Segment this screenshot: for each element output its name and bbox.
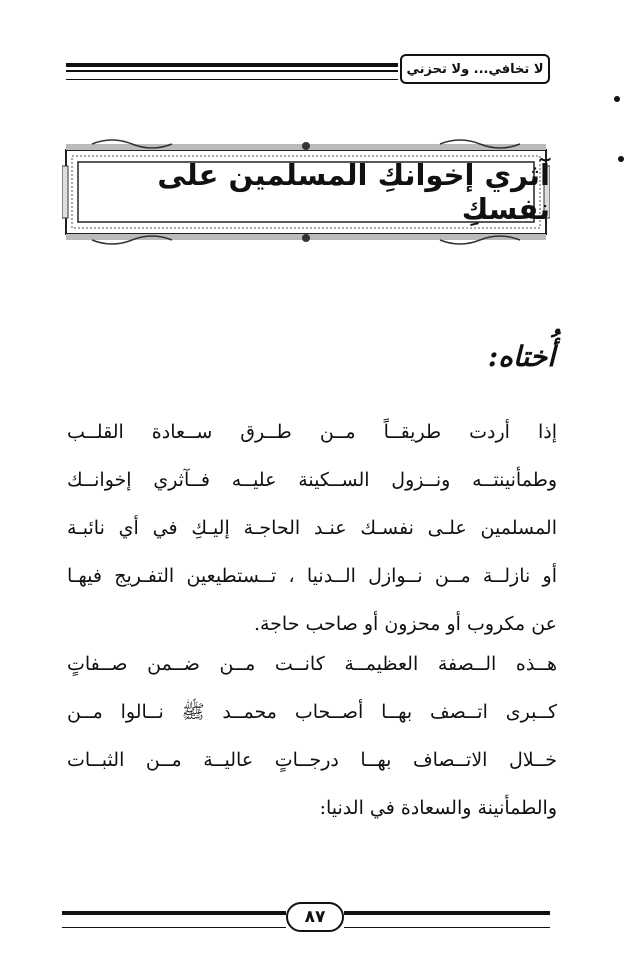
- text-line: هــذه الــصفة العظيمــة كانــت مــن ضــمن صــفاتٍ: [67, 653, 557, 675]
- text-line: والطمأنينة والسعادة في الدنيا:: [319, 797, 557, 819]
- footer-rule-left: [62, 911, 286, 928]
- salutation: أُختاه:: [487, 340, 555, 373]
- chapter-title: آثري إخوانكِ المسلمين على نفسكِ: [157, 158, 550, 226]
- text-line: خــلال الاتــصاف بهــا درجــاتٍ عاليــة مــن الثبــات: [67, 749, 557, 771]
- margin-mark: [618, 156, 624, 162]
- page-number: ٨٧: [286, 902, 344, 932]
- paragraph-1: [67, 408, 557, 648]
- text-line: كــبرى اتــصف بهــا أصــحاب محمــد ﷺ نــالوا مــن: [67, 701, 557, 723]
- text-line: وطمأنينتــه ونــزول الســكينة عليــه فــآثري إخوانــك: [67, 469, 557, 491]
- text-line: إذا أردت طريقــاً مــن طــرق ســعادة القلــب: [67, 421, 557, 443]
- header-rule: [66, 63, 398, 80]
- footer-rule-right: [344, 911, 550, 928]
- text-line: أو نازلــة مــن نــوازل الــدنيا ، تــستطيعين التفـريج فيهـا: [67, 565, 557, 587]
- paragraph-2: [67, 640, 557, 832]
- running-header-title: لا تخافي... ولا تحزني: [400, 54, 550, 84]
- margin-mark: [614, 96, 620, 102]
- text-line: عن مكروب أو محزون أو صاحب حاجة.: [253, 613, 557, 635]
- text-line: المسلمين علـى نفسـك عنـد الحاجـة إليـكِ في أي نائبـة: [67, 517, 557, 539]
